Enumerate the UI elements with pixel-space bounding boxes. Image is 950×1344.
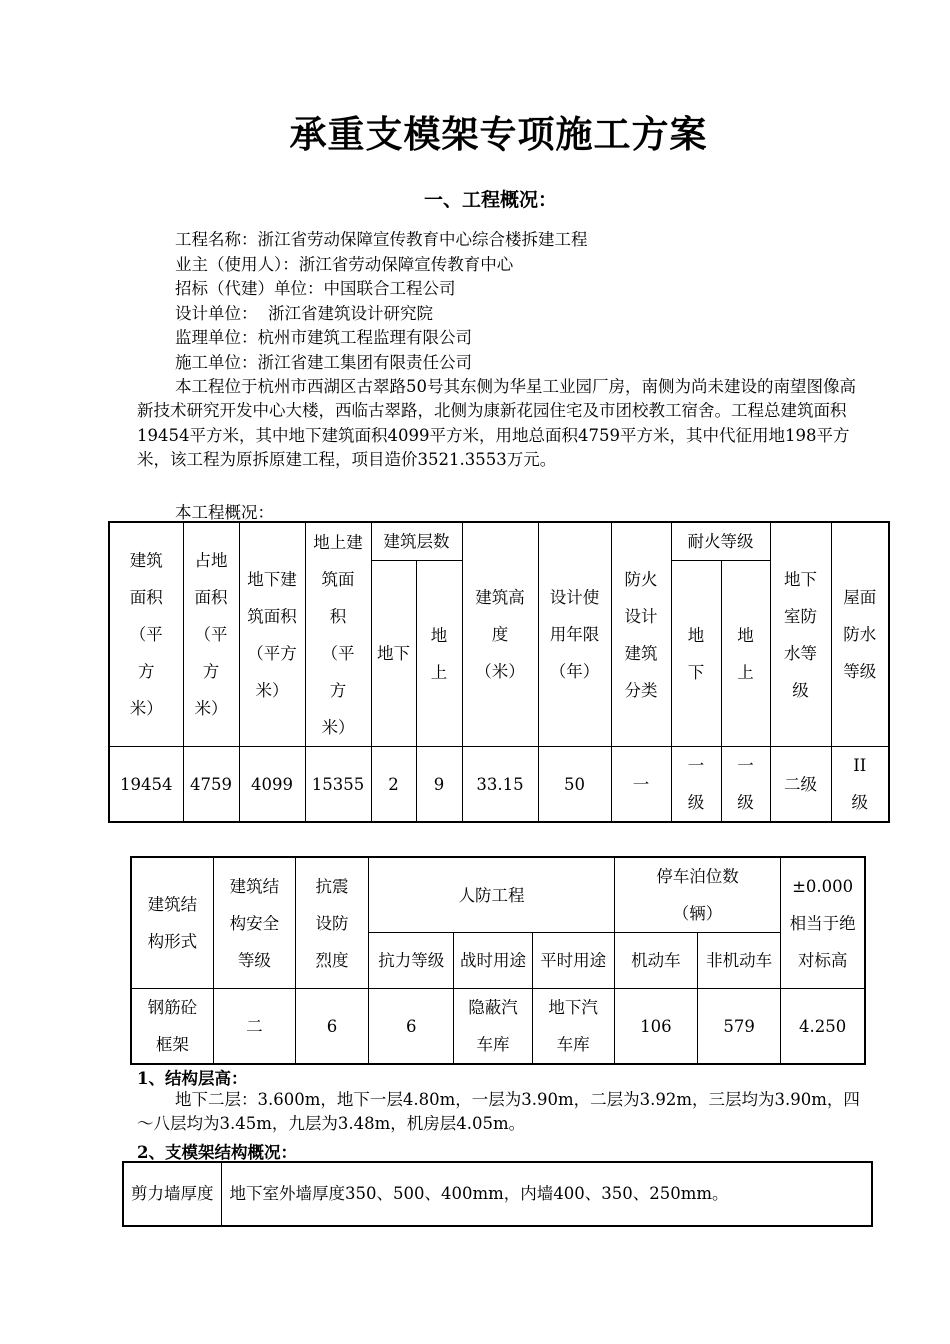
value-fire-above: 一 级: [721, 747, 770, 823]
header-floors-above: 地 上: [416, 561, 462, 747]
header-roof-waterproof: 屋面 防水 等级: [831, 522, 889, 747]
header-structure-form: 建筑结 构形式: [131, 857, 213, 989]
value-roof-waterproof: II 级: [831, 747, 889, 823]
value-floors-above: 9: [416, 747, 462, 823]
value-waterproof: 二级: [770, 747, 831, 823]
header-floors: 建筑层数: [371, 522, 462, 561]
page-title: 承重支模架专项施工方案: [289, 112, 708, 156]
value-design-life: 50: [538, 747, 611, 823]
value-building-area: 19454: [109, 747, 183, 823]
header-wartime-use: 战时用途: [454, 933, 532, 989]
header-aboveground-area: 地上建 筑面 积 （平 方 米）: [305, 522, 371, 747]
header-underground-area: 地下建 筑面积 （平方 米）: [239, 522, 305, 747]
header-nonmotor: 非机动车: [698, 933, 781, 989]
wall-thickness-value: 地下室外墙厚度350、500、400mm，内墙400、350、250mm。: [221, 1162, 872, 1226]
value-underground-area: 4099: [239, 747, 305, 823]
info-line: 设计单位： 浙江省建筑设计研究院: [175, 304, 433, 323]
value-land-area: 4759: [183, 747, 239, 823]
info-line: 招标（代建）单位：中国联合工程公司: [175, 279, 456, 298]
header-waterproof: 地下 室防 水等 级: [770, 522, 831, 747]
header-fire-above: 地 上: [721, 561, 770, 747]
header-fire-class: 防火 设计 建筑 分类: [611, 522, 671, 747]
header-parking: 停车泊位数 （辆）: [614, 857, 780, 933]
value-structure-form: 钢筋砼 框架: [131, 989, 213, 1065]
subheading-formwork: 2、支模架结构概况：: [137, 1143, 297, 1162]
value-aboveground-area: 15355: [305, 747, 371, 823]
value-resistance: 6: [369, 989, 454, 1065]
value-peacetime-use: 地下汽 车库: [532, 989, 614, 1065]
header-elevation: ±0.000 相当于绝 对标高: [781, 857, 865, 989]
header-seismic: 抗震 设防 烈度: [295, 857, 368, 989]
floor-heights-text: 地下二层：3.600m，地下一层4.80m，一层为3.90m，二层为3.92m，三层均为3.90m，四～八层均为3.45m，九层为3.48m，机房层4.05m。: [137, 1090, 860, 1134]
value-floors-under: 2: [371, 747, 416, 823]
header-building-area: 建筑 面积 （平 方 米）: [109, 522, 183, 747]
value-motor: 106: [614, 989, 697, 1065]
header-fire-rating: 耐火等级: [671, 522, 770, 561]
header-motor: 机动车: [614, 933, 697, 989]
structure-table: [130, 856, 866, 1065]
value-fire-class: 一: [611, 747, 671, 823]
value-wartime-use: 隐蔽汽 车库: [454, 989, 532, 1065]
header-peacetime-use: 平时用途: [532, 933, 614, 989]
header-floors-under: 地下: [371, 561, 416, 747]
header-safety-grade: 建筑结 构安全 等级: [213, 857, 295, 989]
subheading-floor-heights: 1、结构层高：: [137, 1069, 248, 1088]
section-heading: 一、工程概况：: [423, 189, 557, 211]
overview-label: 本工程概况：: [175, 503, 274, 522]
wall-thickness-table: [122, 1161, 873, 1227]
value-fire-under: 一 级: [671, 747, 721, 823]
project-description: 本工程位于杭州市西湖区古翠路50号其东侧为华星工业园厂房，南侧为尚未建设的南望图像高新技术研究开发中心大楼，西临古翠路，北侧为康新花园住宅及市团校教工宿舍。工程总建筑面积19454平方米，其中地下建筑面积4099平方米，用地总面积4759平方米，其中代征用地198平方米，该工程为原拆原建工程，项目造价3521.3553万元。: [137, 377, 856, 469]
value-seismic: 6: [295, 989, 368, 1065]
header-fire-under: 地 下: [671, 561, 721, 747]
header-civil-defense: 人防工程: [369, 857, 615, 933]
info-line: 施工单位：浙江省建工集团有限责任公司: [175, 353, 472, 372]
header-height: 建筑高 度 （米）: [462, 522, 538, 747]
value-height: 33.15: [462, 747, 538, 823]
header-resistance: 抗力等级: [369, 933, 454, 989]
info-line: 工程名称：浙江省劳动保障宣传教育中心综合楼拆建工程: [175, 230, 588, 249]
info-line: 业主（使用人）：浙江省劳动保障宣传教育中心: [175, 255, 514, 274]
wall-thickness-label: 剪力墙厚度: [123, 1162, 221, 1226]
value-nonmotor: 579: [698, 989, 781, 1065]
overview-table: [108, 521, 890, 823]
header-design-life: 设计使 用年限 （年）: [538, 522, 611, 747]
value-safety-grade: 二: [213, 989, 295, 1065]
info-line: 监理单位：杭州市建筑工程监理有限公司: [175, 328, 472, 347]
header-land-area: 占地 面积 （平 方 米）: [183, 522, 239, 747]
value-elevation: 4.250: [781, 989, 865, 1065]
